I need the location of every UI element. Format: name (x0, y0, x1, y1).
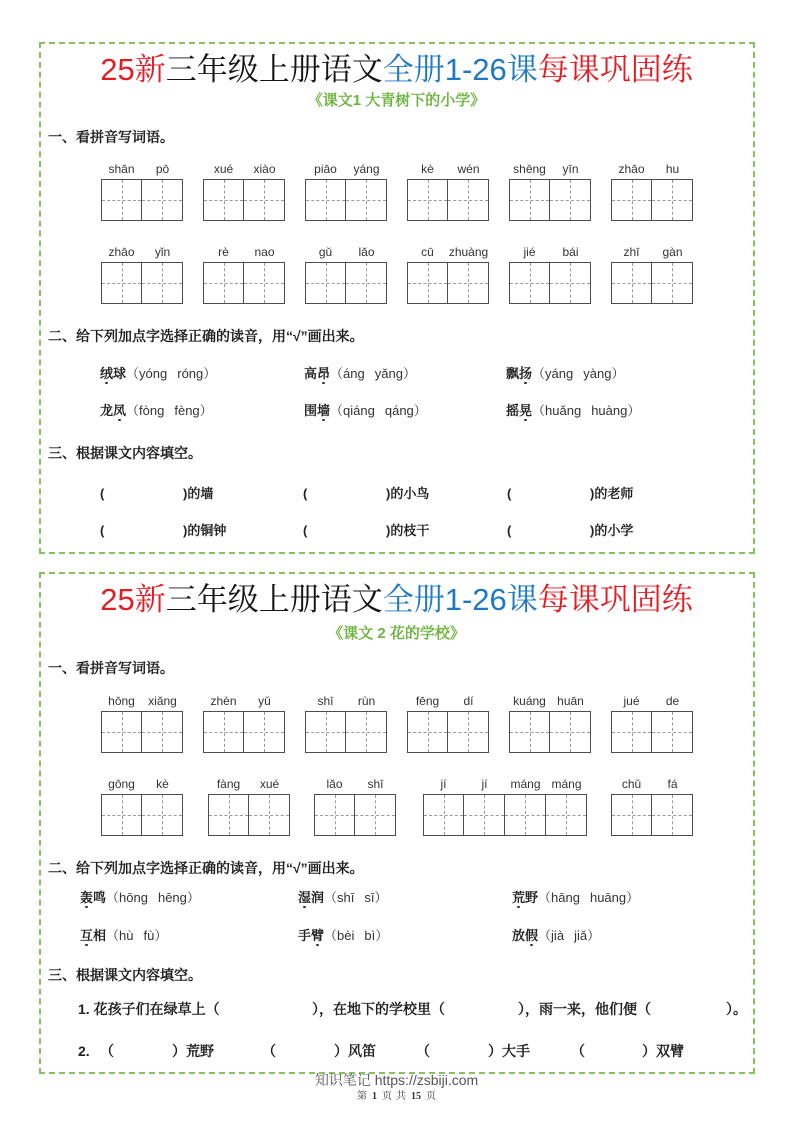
close-paren: ） (626, 890, 640, 905)
pinyin-word-group (203, 243, 285, 304)
pinyin-label: wén (457, 162, 480, 176)
pinyin-label: xiǎng (148, 694, 177, 708)
tianzige-cell (305, 711, 346, 753)
blank-close-phrase: )的墙 (183, 486, 214, 501)
tianzige-cell (652, 179, 693, 221)
tianzige-cell (407, 262, 448, 304)
pinyin-label: yáng (353, 162, 380, 176)
tianzige-cell (142, 179, 183, 221)
close-paren: ） (587, 928, 601, 943)
word (298, 890, 324, 905)
pinyin-word-group (208, 775, 290, 836)
blank-open-paren: ( (303, 523, 308, 538)
pinyin-label: gōng (108, 777, 135, 791)
blank-close-phrase: ）风笛 (334, 1043, 376, 1059)
blank-open-paren: ( (303, 486, 308, 501)
total-pages-number: 15 (411, 1091, 421, 1102)
tianzige-cell (355, 794, 396, 836)
pinyin-word-group (611, 775, 693, 836)
question-number: 2. (78, 1043, 90, 1059)
pinyin-label: shī (317, 694, 334, 708)
pinyin-label: fàng (216, 777, 241, 791)
word-char: 鸣 (93, 890, 107, 905)
tianzige-cell (652, 711, 693, 753)
tianzige-cell (407, 711, 448, 753)
tianzige-cell (346, 711, 387, 753)
word-char: 相 (93, 928, 107, 943)
word (304, 366, 330, 381)
dotted-char: 荒 (512, 890, 526, 905)
pinyin-option: fèng (174, 403, 200, 418)
pinyin-word-group (101, 160, 183, 221)
title-segment-red: 25新 (100, 582, 166, 617)
pinyin-option: bì (364, 928, 376, 943)
blank-open-paren: （ (571, 1043, 585, 1059)
pinyin-word-group (305, 160, 387, 221)
blank-close-phrase: )的小学 (590, 523, 634, 538)
blank-open-paren: ( (100, 523, 105, 538)
tianzige-cell (652, 262, 693, 304)
pronunciation-choice-item (304, 401, 427, 421)
lesson-2-title (0, 582, 793, 618)
tianzige-cell (244, 711, 285, 753)
blank-open-paren: （ (416, 1043, 430, 1059)
pinyin-word-group (423, 775, 587, 836)
word-char: 飘 (506, 366, 520, 381)
title-segment-red-2: 每课巩固练 (537, 582, 693, 617)
dotted-char: 墙 (317, 403, 331, 418)
word (506, 366, 532, 381)
page-label: 页 (382, 1091, 392, 1102)
tianzige-cell (305, 262, 346, 304)
dotted-char: 轰 (80, 890, 94, 905)
pinyin-label: jié (523, 245, 536, 259)
pinyin-option: qáng (384, 403, 414, 418)
pinyin-label: piāo (314, 162, 337, 176)
fill-sentence-segment: ），雨一来，他们便（ (518, 1001, 651, 1017)
pinyin-option: huāng (589, 890, 627, 905)
tianzige-cell (509, 711, 550, 753)
open-paren: （ (538, 890, 552, 905)
lesson-2-part3-heading: 三、根据课文内容填空。 (48, 967, 202, 983)
pinyin-label: zhèn (210, 694, 237, 708)
title-segment-black: 三年级上册语文 (165, 582, 383, 617)
pinyin-word-group (407, 160, 489, 221)
pinyin-label: zhāo (618, 162, 645, 176)
pinyin-label: yǔ (258, 694, 271, 708)
word-char: 润 (311, 890, 325, 905)
pinyin-option: fù (143, 928, 155, 943)
pronunciation-choice-item (80, 926, 167, 946)
close-paren: ） (402, 366, 416, 381)
pinyin-label: zhī (623, 245, 640, 259)
pinyin-label: xué (259, 777, 280, 791)
word-char: 野 (525, 890, 539, 905)
word (100, 366, 126, 381)
word-char: 手 (298, 928, 312, 943)
title-segment-blue: 全册1-26课 (382, 52, 538, 87)
pinyin-word-group (611, 243, 693, 304)
pinyin-label: fá (667, 777, 678, 791)
pinyin-option: huǎng (545, 403, 582, 418)
close-paren: ） (186, 890, 200, 905)
open-paren: （ (324, 928, 338, 943)
pinyin-label: xiào (253, 162, 276, 176)
tianzige-cell (249, 794, 290, 836)
blank-close-phrase: ）荒野 (172, 1043, 214, 1059)
pinyin-option: yàng (583, 366, 612, 381)
open-paren: （ (126, 403, 140, 418)
tianzige-cell (305, 179, 346, 221)
pinyin-label: jué (623, 694, 640, 708)
page-label: 共 (396, 1091, 406, 1102)
tianzige-cell (101, 179, 142, 221)
pinyin-label: pō (155, 162, 170, 176)
dotted-char: 昂 (317, 366, 331, 381)
open-paren: （ (532, 366, 546, 381)
fill-sentence-segment: ）。 (726, 1001, 747, 1017)
pinyin-word-group (101, 243, 183, 304)
pinyin-option: yóng (139, 366, 168, 381)
pinyin-word-group (101, 692, 183, 753)
close-paren: ） (627, 403, 641, 418)
pinyin-label: shī (367, 777, 384, 791)
page-indicator (0, 1090, 793, 1104)
tianzige-cell (346, 262, 387, 304)
current-page-number: 1 (372, 1091, 377, 1102)
pinyin-label: shān (108, 162, 135, 176)
open-paren: （ (330, 366, 344, 381)
blank-open-paren: ( (507, 523, 512, 538)
pinyin-label: kè (156, 777, 169, 791)
tianzige-cell (407, 179, 448, 221)
pinyin-word-group (509, 243, 591, 304)
close-paren: ） (413, 403, 427, 418)
tianzige-cell (448, 711, 489, 753)
open-paren: （ (532, 403, 546, 418)
pinyin-label: gàn (662, 245, 683, 259)
pronunciation-choice-item (512, 888, 639, 908)
blank-close-phrase: )的铜钟 (183, 523, 227, 538)
close-paren: ） (154, 928, 168, 943)
lesson-1-part1-heading: 一、看拼音写词语。 (48, 129, 174, 145)
pinyin-label: jí (440, 777, 447, 791)
dotted-char: 互 (80, 928, 94, 943)
pinyin-option: hāng (551, 890, 580, 905)
pinyin-word-group (203, 692, 285, 753)
tianzige-cell (611, 262, 652, 304)
close-paren: ） (199, 403, 213, 418)
tianzige-cell (464, 794, 505, 836)
word (506, 403, 532, 418)
tianzige-cell (509, 179, 550, 221)
tianzige-cell (611, 179, 652, 221)
pinyin-word-group (509, 160, 591, 221)
pinyin-word-group (611, 160, 693, 221)
pinyin-word-group (314, 775, 396, 836)
word (512, 890, 538, 905)
dotted-char: 扬 (519, 366, 533, 381)
pronunciation-choice-item (80, 888, 200, 908)
blank-close-phrase: )的小鸟 (386, 486, 430, 501)
tianzige-cell (101, 711, 142, 753)
fill-sentence-segment: 1. 花孩子们在绿草上（ (78, 1001, 220, 1017)
title-segment-red: 25新 (100, 52, 166, 87)
pinyin-label: de (665, 694, 680, 708)
dotted-char: 假 (525, 928, 539, 943)
tianzige-cell (244, 179, 285, 221)
page-label: 页 (426, 1091, 436, 1102)
pinyin-option: yáng (545, 366, 574, 381)
blank-open-paren: （ (100, 1043, 114, 1059)
pinyin-label: huān (557, 694, 584, 708)
tianzige-cell (346, 179, 387, 221)
tianzige-cell (509, 262, 550, 304)
pinyin-label: dí (463, 694, 474, 708)
blank-open-paren: ( (507, 486, 512, 501)
word-char: 放 (512, 928, 526, 943)
tianzige-cell (142, 262, 183, 304)
lesson-2-part1-heading: 一、看拼音写词语。 (48, 660, 174, 676)
tianzige-cell (142, 711, 183, 753)
pronunciation-choice-item (298, 888, 388, 908)
blank-close-phrase: )的老师 (590, 486, 634, 501)
tianzige-cell (448, 262, 489, 304)
pronunciation-choice-item (506, 364, 624, 384)
pinyin-option: bèi (337, 928, 355, 943)
blank-close-phrase: ）双臂 (642, 1043, 684, 1059)
pinyin-option: áng (343, 366, 365, 381)
pinyin-word-group (407, 692, 489, 753)
pinyin-option: hēng (157, 890, 187, 905)
pinyin-option: shī (337, 890, 355, 905)
pinyin-label: shēng (513, 162, 546, 176)
pinyin-label: chǔ (621, 777, 642, 791)
pinyin-label: nao (254, 245, 275, 259)
blank-open-paren: ( (100, 486, 105, 501)
tianzige-cell (203, 179, 244, 221)
blank-close-phrase: )的枝干 (386, 523, 430, 538)
pinyin-label: jí (481, 777, 488, 791)
pinyin-option: jiǎ (574, 928, 588, 943)
pinyin-label: lǎo (358, 245, 375, 259)
pinyin-option: jià (551, 928, 565, 943)
dotted-char: 凤 (113, 403, 127, 418)
tianzige-cell (244, 262, 285, 304)
tianzige-cell (550, 711, 591, 753)
pinyin-option: qiáng (343, 403, 375, 418)
open-paren: （ (324, 890, 338, 905)
word (100, 403, 126, 418)
word-char: 龙 (100, 403, 114, 418)
word (298, 928, 324, 943)
open-paren: （ (538, 928, 552, 943)
pinyin-word-group (203, 160, 285, 221)
close-paren: ） (375, 928, 389, 943)
pinyin-label: kuáng (513, 694, 546, 708)
tianzige-cell (101, 794, 142, 836)
tianzige-cell (448, 179, 489, 221)
pronunciation-choice-item (298, 926, 388, 946)
page-label: 第 (357, 1091, 367, 1102)
dotted-char: 湿 (298, 890, 312, 905)
word (304, 403, 330, 418)
pronunciation-choice-item (304, 364, 416, 384)
title-segment-red-2: 每课巩固练 (537, 52, 693, 87)
pinyin-label: cū (421, 245, 434, 259)
pinyin-label: rè (218, 245, 229, 259)
pinyin-option: hōng (119, 890, 148, 905)
lesson-2-part2-heading: 二、给下列加点字选择正确的读音，用“√”画出来。 (48, 860, 364, 876)
tianzige-cell (203, 711, 244, 753)
pronunciation-choice-item (100, 401, 213, 421)
pronunciation-choice-item (506, 401, 640, 421)
lesson-2-subtitle: 《课文 2 花的学校》 (328, 625, 465, 642)
tianzige-cell (546, 794, 587, 836)
fill-sentence-segment: ），在地下的学校里（ (312, 1001, 445, 1017)
tianzige-cell (423, 794, 464, 836)
pinyin-word-group (305, 243, 387, 304)
tianzige-cell (101, 262, 142, 304)
pinyin-label: máng (551, 777, 582, 791)
tianzige-cell (314, 794, 355, 836)
pinyin-label: yīn (562, 162, 579, 176)
tianzige-cell (550, 179, 591, 221)
dotted-char: 臂 (311, 928, 325, 943)
pronunciation-choice-item (100, 364, 216, 384)
title-segment-black: 三年级上册语文 (165, 52, 383, 87)
word (80, 890, 106, 905)
pinyin-label: rùn (357, 694, 376, 708)
pinyin-word-group (611, 692, 693, 753)
tianzige-cell (203, 262, 244, 304)
pinyin-label: zhuàng (448, 245, 489, 259)
pinyin-option: sī (364, 890, 375, 905)
word-char: 高 (304, 366, 318, 381)
open-paren: （ (126, 366, 140, 381)
pinyin-option: fòng (139, 403, 165, 418)
lesson-1-title (0, 52, 793, 88)
pinyin-label: máng (510, 777, 541, 791)
open-paren: （ (106, 890, 120, 905)
pinyin-word-group (101, 775, 183, 836)
lesson-1-subtitle: 《课文1 大青树下的小学》 (307, 92, 486, 109)
tianzige-cell (550, 262, 591, 304)
pinyin-label: hu (665, 162, 680, 176)
pinyin-label: kè (421, 162, 434, 176)
open-paren: （ (330, 403, 344, 418)
pronunciation-choice-item (512, 926, 600, 946)
word (512, 928, 538, 943)
tianzige-cell (142, 794, 183, 836)
watermark-text: 知识笔记 https://zsbiji.com (314, 1072, 479, 1088)
pinyin-option: huàng (591, 403, 628, 418)
open-paren: （ (106, 928, 120, 943)
pinyin-option: róng (177, 366, 204, 381)
word-char: 球 (113, 366, 127, 381)
tianzige-cell (611, 794, 652, 836)
pinyin-option: yǎng (374, 366, 403, 381)
pinyin-label: zhāo (108, 245, 135, 259)
pinyin-label: gǔ (318, 245, 333, 259)
word-char: 摇 (506, 403, 520, 418)
word-char: 围 (304, 403, 318, 418)
pinyin-word-group (407, 243, 489, 304)
pinyin-label: fēng (415, 694, 440, 708)
dotted-char: 绒 (100, 366, 114, 381)
blank-open-paren: （ (262, 1043, 276, 1059)
title-segment-blue: 全册1-26课 (382, 582, 538, 617)
word (80, 928, 106, 943)
pinyin-option: hù (119, 928, 134, 943)
pinyin-label: yǐn (154, 245, 171, 259)
tianzige-cell (505, 794, 546, 836)
pinyin-label: lǎo (326, 777, 343, 791)
pinyin-word-group (305, 692, 387, 753)
pinyin-label: hōng (108, 694, 135, 708)
dotted-char: 晃 (519, 403, 533, 418)
pinyin-word-group (509, 692, 591, 753)
pinyin-label: bái (562, 245, 579, 259)
lesson-1-part3-heading: 三、根据课文内容填空。 (48, 445, 202, 461)
pinyin-label: xué (213, 162, 234, 176)
close-paren: ） (203, 366, 217, 381)
close-paren: ） (374, 890, 388, 905)
tianzige-cell (208, 794, 249, 836)
blank-close-phrase: ）大手 (488, 1043, 530, 1059)
close-paren: ） (611, 366, 625, 381)
tianzige-cell (652, 794, 693, 836)
lesson-1-part2-heading: 二、给下列加点字选择正确的读音，用“√”画出来。 (48, 328, 364, 344)
tianzige-cell (611, 711, 652, 753)
